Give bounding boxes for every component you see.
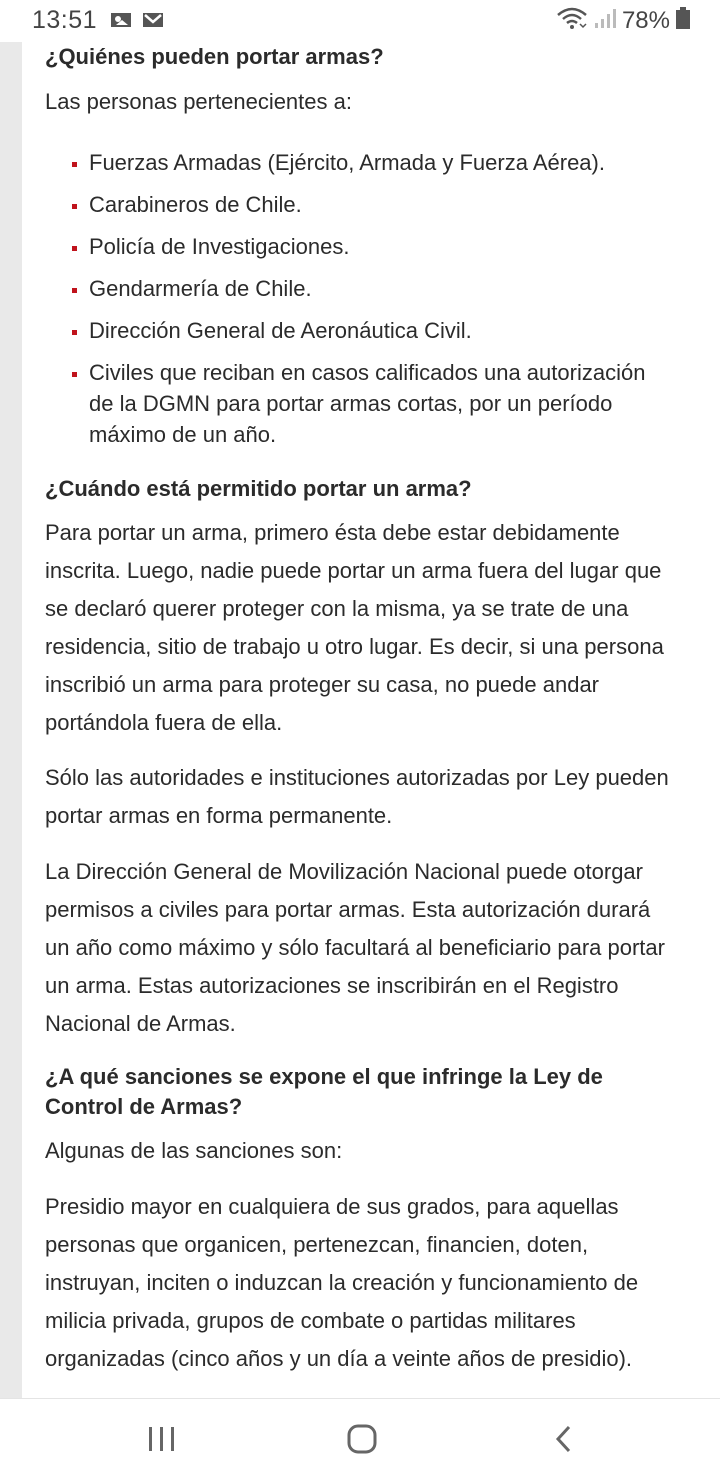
bullet-icon [72,372,77,377]
paragraph: La Dirección General de Movilización Nacional puede otorgar permisos a civiles para portar armas. Esta autorización durará un año como máximo y sólo facultará al beneficiario para portar un arma. Estas autorizaciones se inscribirán en el Registro Nacional de Armas. [45,859,665,1036]
list-item: Gendarmería de Chile. [45,273,675,304]
bullet-icon [72,288,77,293]
list-item: Fuerzas Armadas (Ejército, Armada y Fuerza Aérea). [45,147,675,178]
status-bar [0,0,720,42]
recents-icon[interactable] [132,1419,192,1459]
article-content [45,42,675,1398]
list-item: Carabineros de Chile. [45,189,675,220]
who-list [45,147,675,450]
photo-notification-icon [110,11,132,29]
list-item: Policía de Investigaciones. [45,231,675,262]
bullet-icon [72,204,77,209]
navigation-bar [0,1398,720,1481]
list-item: Civiles que reciban en casos calificados una autorización de la DGMN para portar armas cortas, por un período máximo de un año. [45,357,675,450]
section-heading-when: ¿Cuándo está permitido portar un arma? [45,476,472,501]
signal-icon [594,7,616,34]
bullet-icon [72,330,77,335]
left-margin-strip [0,42,22,1398]
home-icon[interactable] [332,1419,392,1459]
bullet-icon [72,162,77,167]
paragraph: Presidio mayor en cualquiera de sus grados, para aquellas personas que organicen, pertenezcan, financien, doten, instruyan, inciten o induzcan la creación y funcionamiento de milicia privada, grupos de combate o partidas militares organizadas (cinco años y un día a veinte años de presidio). [45,1194,639,1371]
back-icon[interactable] [534,1419,594,1459]
paragraph: Sólo las autoridades e instituciones autorizadas por Ley pueden portar armas en forma permanente. [45,765,669,828]
gmail-icon [142,11,164,29]
section-intro-sanctions: Algunas de las sanciones son: [45,1138,343,1163]
battery-percent: 78% [621,6,670,34]
section-heading-sanctions: ¿A qué sanciones se expone el que infringe la Ley de Control de Armas? [45,1064,603,1119]
wifi-icon [556,6,588,35]
status-time: 13:51 [32,6,98,34]
section-intro-who: Las personas pertenecientes a: [45,89,352,114]
section-heading-who: ¿Quiénes pueden portar armas? [45,44,384,69]
list-item: Dirección General de Aeronáutica Civil. [45,315,675,346]
bullet-icon [72,246,77,251]
paragraph: Para portar un arma, primero ésta debe estar debidamente inscrita. Luego, nadie puede portar un arma fuera del lugar que se declaró querer proteger con la misma, ya se trate de una residencia, sitio de trabajo u otro lugar. Es decir, si una persona inscribió un arma para proteger su casa, no puede andar portándola fuera de ella. [45,520,664,735]
battery-icon [676,7,690,34]
status-right-group [556,6,690,35]
